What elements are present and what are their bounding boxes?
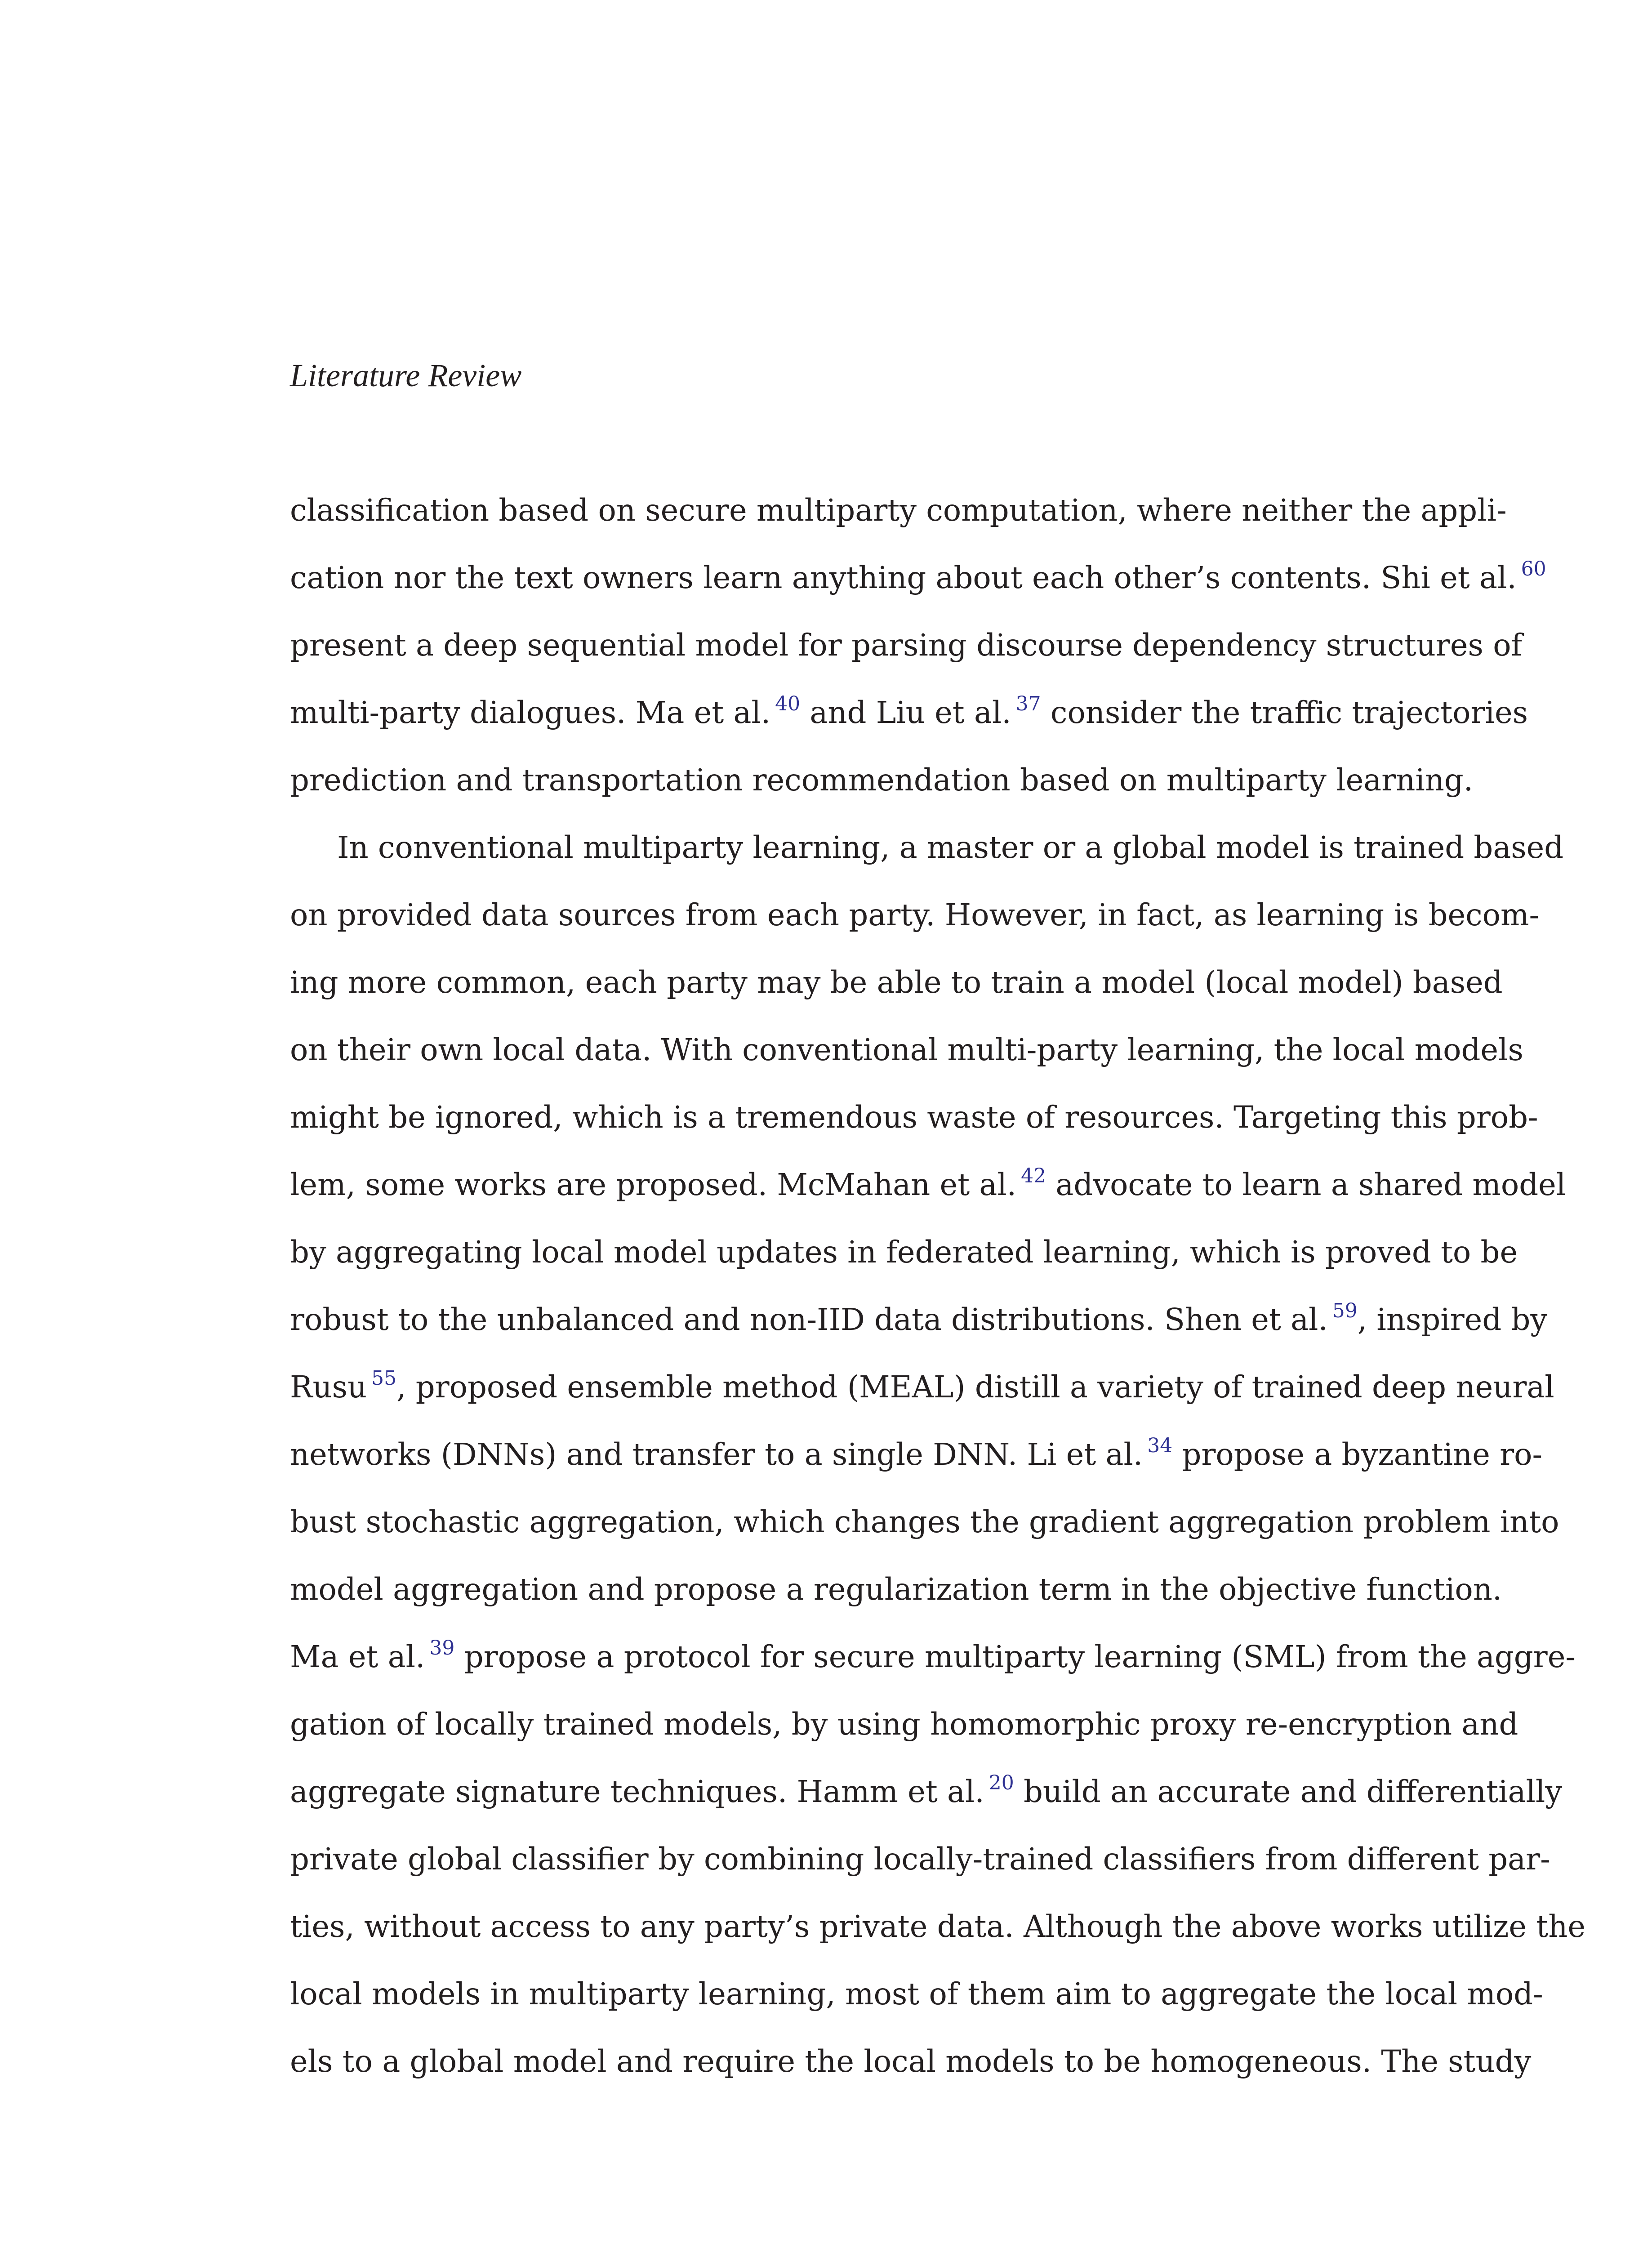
text-segment: local models in multiparty learning, most of them aim to aggregate the local mod- (290, 1976, 1543, 2012)
text-segment: , inspired by (1357, 1302, 1548, 1337)
citation-link[interactable]: 39 (429, 1637, 455, 1659)
text-line (290, 1421, 1543, 1488)
text-line (290, 1286, 1548, 1353)
text-segment: ties, without access to any party’s private data. Although the above works utilize the (290, 1909, 1586, 1944)
text-segment: propose a byzantine ro- (1172, 1437, 1543, 1472)
citation-link[interactable]: 59 (1332, 1299, 1358, 1322)
text-line (290, 1960, 1543, 2028)
text-line (290, 544, 1546, 611)
citation-link[interactable]: 40 (775, 692, 801, 715)
text-segment: lem, some works are proposed. McMahan et al. (290, 1167, 1017, 1202)
citation-link[interactable]: 20 (989, 1771, 1014, 1794)
text-segment: on provided data sources from each party. However, in fact, as learning is becom- (290, 897, 1540, 932)
citation-link[interactable]: 55 (371, 1367, 397, 1390)
citation-link[interactable]: 34 (1147, 1434, 1173, 1457)
text-segment: advocate to learn a shared model (1046, 1167, 1566, 1202)
text-line (290, 1084, 1538, 1151)
text-segment: bust stochastic aggregation, which changes the gradient aggregation problem into (290, 1504, 1559, 1539)
text-segment: propose a protocol for secure multiparty learning (SML) from the aggre- (454, 1639, 1576, 1674)
text-line (290, 1758, 1563, 1825)
citation-link[interactable]: 60 (1521, 558, 1546, 580)
text-segment: consider the traffic trajectories (1041, 695, 1528, 730)
text-line (290, 1218, 1518, 1286)
text-line (290, 1353, 1554, 1421)
text-line (290, 1623, 1576, 1690)
text-segment: robust to the unbalanced and non-IID data distributions. Shen et al. (290, 1302, 1328, 1337)
text-segment: on their own local data. With conventional multi-party learning, the local models (290, 1032, 1523, 1067)
text-segment: aggregate signature techniques. Hamm et al. (290, 1774, 984, 1809)
text-line (290, 679, 1528, 746)
text-line (290, 1690, 1518, 1758)
text-segment: classification based on secure multiparty computation, where neither the appli- (290, 493, 1507, 528)
text-segment: and Liu et al. (800, 695, 1011, 730)
text-line (290, 611, 1523, 679)
text-segment: might be ignored, which is a tremendous waste of resources. Targeting this prob- (290, 1100, 1538, 1135)
text-segment: build an accurate and differentially (1014, 1774, 1563, 1809)
text-line (290, 1825, 1550, 1893)
citation-link[interactable]: 37 (1015, 692, 1041, 715)
text-segment: Rusu (290, 1369, 367, 1405)
citation-link[interactable]: 42 (1021, 1164, 1046, 1187)
text-line (290, 814, 1564, 881)
text-segment: In conventional multiparty learning, a master or a global model is trained based (337, 830, 1564, 865)
running-header: Literature Review (290, 357, 522, 393)
text-segment: els to a global model and require the local models to be homogeneous. The study (290, 2044, 1532, 2079)
text-segment: model aggregation and propose a regularization term in the objective function. (290, 1572, 1502, 1607)
text-segment: present a deep sequential model for parsing discourse dependency structures of (290, 628, 1523, 663)
text-line (290, 746, 1474, 814)
text-segment: private global classifier by combining locally-trained classifiers from different par- (290, 1842, 1550, 1877)
text-line (290, 881, 1540, 949)
text-segment: cation nor the text owners learn anything about each other’s contents. Shi et al. (290, 560, 1517, 595)
text-segment: by aggregating local model updates in federated learning, which is proved to be (290, 1235, 1518, 1270)
text-line (290, 1893, 1586, 1960)
text-segment: gation of locally trained models, by using homomorphic proxy re-encryption and (290, 1707, 1518, 1742)
text-line (290, 1488, 1559, 1556)
text-segment: ing more common, each party may be able to train a model (local model) based (290, 965, 1503, 1000)
text-segment: prediction and transportation recommendation based on multiparty learning. (290, 763, 1474, 798)
text-segment: multi-party dialogues. Ma et al. (290, 695, 771, 730)
text-segment: networks (DNNs) and transfer to a single DNN. Li et al. (290, 1437, 1143, 1472)
body-text (290, 477, 1586, 2095)
text-line (290, 1151, 1566, 1218)
text-segment: Ma et al. (290, 1639, 425, 1674)
text-line (290, 1016, 1523, 1084)
text-line (290, 949, 1503, 1016)
text-line (290, 1556, 1502, 1623)
text-line (290, 2028, 1532, 2095)
text-segment: , proposed ensemble method (MEAL) distill a variety of trained deep neural (396, 1369, 1554, 1405)
text-line (290, 477, 1507, 544)
